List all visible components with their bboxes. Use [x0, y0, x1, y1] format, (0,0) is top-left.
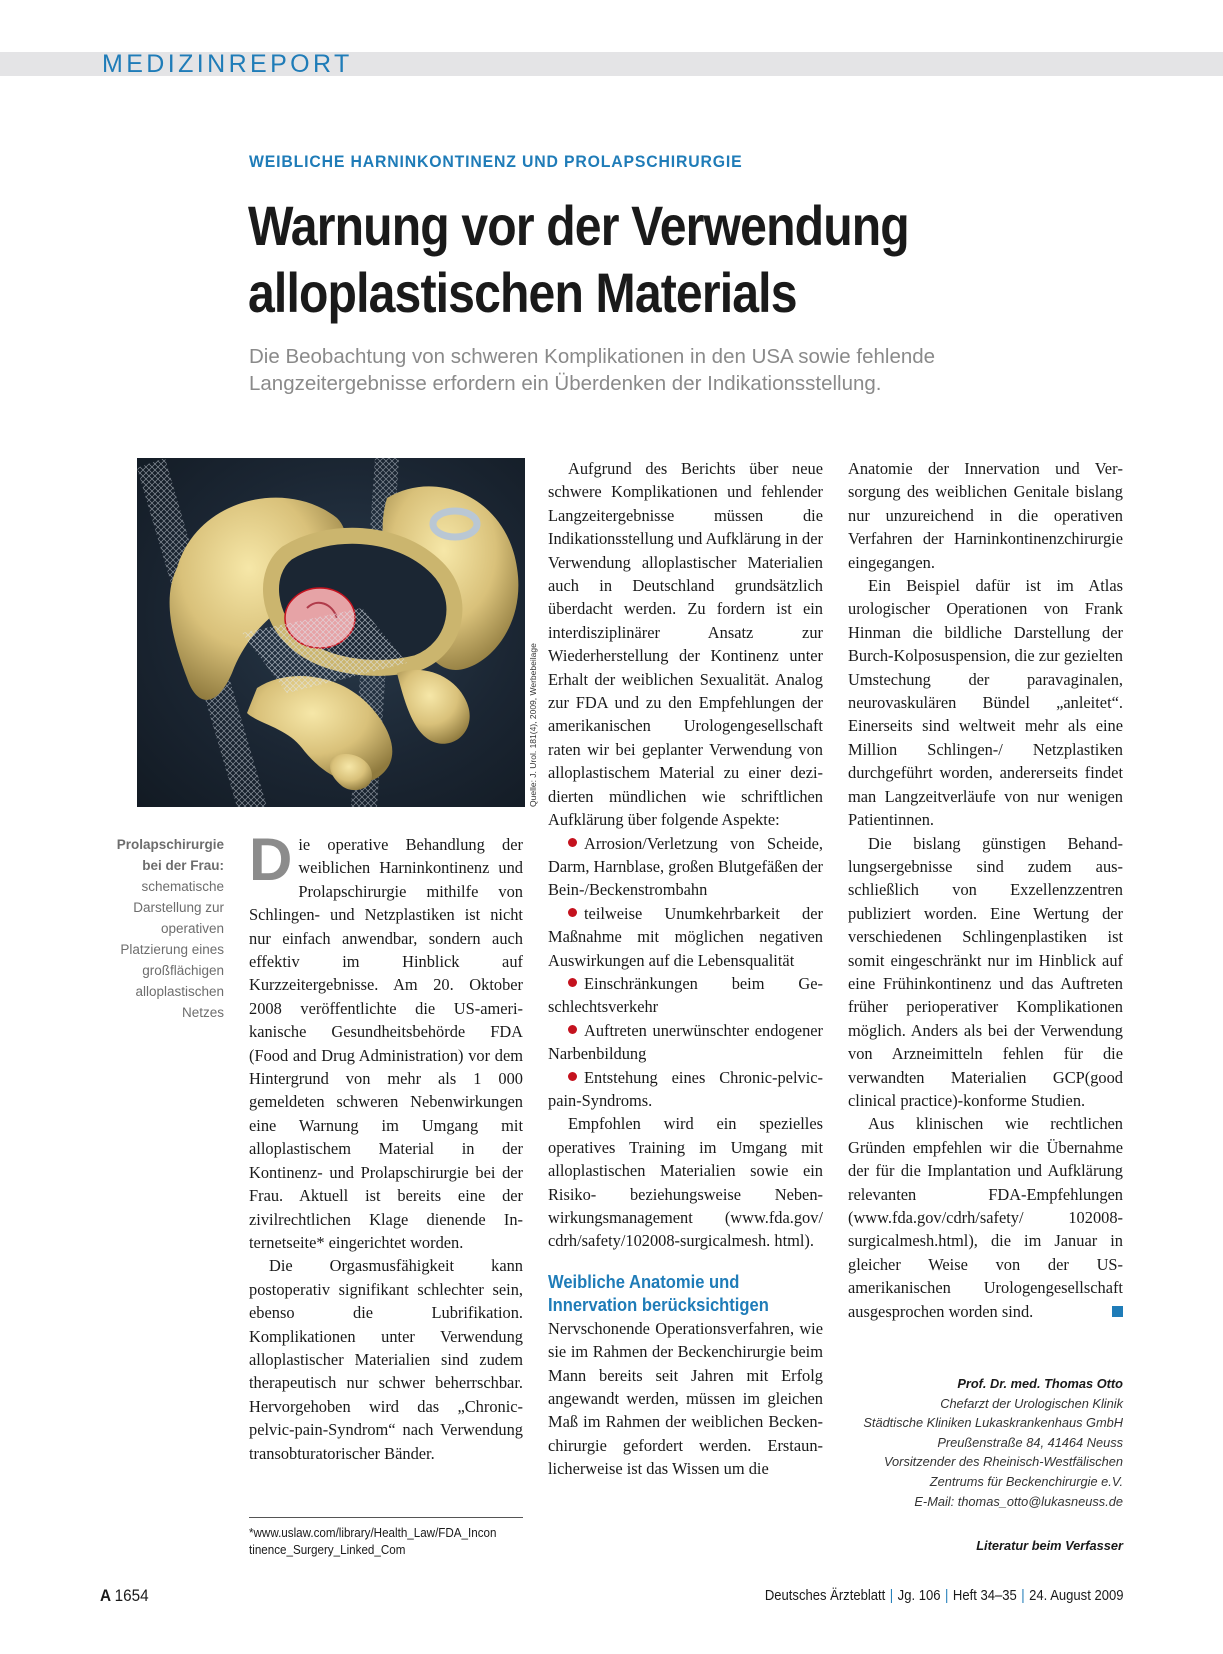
journal-footer	[764, 1588, 1123, 1604]
author-email: E-Mail: thomas_otto@lukasneuss.de	[914, 1493, 1123, 1509]
page-number-value: 1654	[114, 1586, 149, 1605]
pelvis-illustration	[137, 458, 525, 807]
author-affiliation: Zentrums für Beckenchirurgie e.V.	[929, 1473, 1123, 1489]
footer-separator: |	[944, 1588, 948, 1604]
journal-date: 24. August 2009	[1028, 1588, 1123, 1604]
pelvis-illustration-svg	[137, 458, 525, 807]
article-title	[248, 192, 909, 326]
list-item-text: Auftreten unerwünschter endogener Narbenbildung	[548, 1020, 823, 1064]
title-line: alloplastischen Materials	[248, 261, 797, 324]
footnote-line: tinence_Surgery_Linked_Com	[249, 1543, 406, 1557]
list-item	[548, 1066, 823, 1113]
literature-note: Literatur beim Verfasser	[976, 1538, 1123, 1553]
figure-caption	[96, 834, 224, 1023]
article-subtitle	[249, 343, 1069, 397]
paragraph: Die Orgasmusfähigkeit kann postoperativ signifikant schlechter sein, ebenso die Lubrifikation. Komplikationen unter Verwendung alloplastischer Materialien sind zudem therapeutisch nur schwer beherrschbar. Hervorgehoben wird das „Chronic-pelvic-pain-Syndrom“ nach Verwendung transobturatorischer Bänder.	[249, 1256, 523, 1463]
paragraph: Die bislang günstigen Behandlungsergebnisse sind zudem ausschließlich von Exzellenzzentren publiziert worden. Eine Wertung der verschiedenen Schlingenplastiken ist somit eingeschränkt nur im Hinblick auf eine Frühinkontinenz und das Auftreten früher perioperativer Komplikationen möglich. Anders als bei der Verwendung von Arzneimitteln fehlen für die verwandten Materialien GCP(good clinical practice)-konforme Studien.	[848, 833, 1123, 1110]
footnote-rule	[249, 1517, 523, 1518]
list-item	[548, 902, 823, 972]
list-item	[548, 1019, 823, 1066]
bullet-icon	[568, 978, 577, 987]
footnote-line: *www.uslaw.com/library/Health_Law/FDA_Incon	[249, 1526, 497, 1540]
pubic-bone	[397, 670, 470, 744]
author-affiliation: Chefarzt der Urologischen Klinik	[940, 1395, 1123, 1411]
author-affiliation: Städtische Kliniken Lukaskrankenhaus GmbH	[863, 1415, 1123, 1431]
subtitle-line: Die Beobachtung von schweren Komplikationen in den USA sowie fehlende	[249, 345, 936, 368]
drop-cap: D	[249, 826, 293, 893]
author-affiliation: Vorsitzender des Rheinisch-Westfälischen	[884, 1454, 1123, 1470]
page-number	[100, 1586, 149, 1606]
list-item-text: Entstehung eines Chronic-pelvic-pain-Syndroms.	[548, 1067, 823, 1110]
aspect-list	[548, 832, 823, 1113]
list-item-text: Einschränkungen beim Geschlechtsverkehr	[548, 973, 823, 1017]
subheading-line: Innervation berücksichtigen	[548, 1294, 769, 1315]
bullet-icon	[568, 1025, 577, 1034]
page-prefix: A	[100, 1586, 112, 1605]
subheading-line: Weibliche Anatomie und	[548, 1271, 740, 1292]
subtitle-line: Langzeitergebnisse erfordern ein Überdenken der Indikationsstellung.	[249, 372, 882, 395]
paragraph: Nervschonende Operationsverfahren, wie sie im Rahmen der Beckenchirurgie beim Mann bereits seit Jahren mit Erfolg angewandt werden, müssen im gleichen Maß im Rahmen der weiblichen Beckenchirurgie gefordert werden. Erstaunlicherweise ist das Wissen um die	[548, 1318, 823, 1479]
paragraph-text: Aus klinischen wie rechtlichen Gründen empfehlen wir die Übernahme der für die Implantation und Aufklärung relevanten FDA-Empfehlungen (www.fda.gov/cdrh/safety/ 102008-surgicalmesh.html), die im Januar in gleicher Weise von der US-amerikanischen Urologengesellschaft ausgesprochen worden sind.	[848, 1114, 1123, 1321]
list-item-text: Arrosion/Verletzung von Scheide, Darm, Harnblase, großen Blutgefäßen der Bein-/Beckenstrombahn	[548, 833, 823, 900]
paragraph: Ein Beispiel dafür ist im Atlas urologischer Operationen von Frank Hinman die bildliche Darstellung der Burch-Kolposuspension, die zur gezielten Umstechung der paravaginalen, neurovaskulären Bündel „anleitet“. Einerseits sind weltweit mehr als eine Million Schlingen-/ Netzplastiken durchgeführt worden, andererseits findet man Langzeitverläufe von nur wenigen Patientinnen.	[848, 576, 1123, 830]
paragraph-text: ie operative Behandlung der weiblichen Harninkontinenz und Prolapschirurgie mithilfe von Schlingen- und Netzplastiken ist nicht nur einfach anwendbar, sondern auch effektiv im Hinblick auf Kurzzeitergebnisse. Am 20. Oktober 2008 veröffentlichte die US-amerikanische Gesundheitsbehörde FDA (Food and Drug Administration) vor dem Hintergrund von mehr als 1 000 gemeldeten schweren Nebenwirkungen eine Warnung im Umgang mit alloplastischem Material in der Kontinenz- und Prolapschirurgie bei der Frau. Aktuell ist bereits eine der zivilrechtlichen Klage dienende Internetseite* eingerichtet worden.	[249, 835, 523, 1252]
paragraph	[249, 826, 523, 1254]
figure-credit: Quelle: J. Urol. 181(4), 2009, Werbebeilage	[528, 643, 538, 807]
paragraph: Empfohlen wird ein spezielles operatives Training im Umgang mit alloplastischen Materialien sowie ein Risiko- beziehungsweise Nebenwirkungsmanagement (www.fda.gov/ cdrh/safety/102008-surgicalmesh. html).	[548, 1114, 823, 1251]
journal-issue: Heft 34–35	[952, 1588, 1017, 1604]
journal-name: Deutsches Ärzteblatt	[764, 1588, 885, 1604]
author-block	[848, 1374, 1123, 1511]
end-mark-icon	[1112, 1306, 1123, 1317]
paragraph: Aufgrund des Berichts über neue schwere Komplikationen und fehlender Langzeitergebnisse müssen die Indikationsstellung und Aufklärung in der Verwendung alloplastischer Materialien auch in Deutschland grundsätzlich überdacht werden. Zu fordern ist ein interdisziplinärer Ansatz zur Wiederherstellung der Kontinenz unter Erhalt der weiblichen Sexualität. Analog zur FDA und zu den Empfehlungen der amerikanischen Urologengesellschaft raten wir bei geplanter Verwendung von alloplastischem Material zu einer dezidierten mündlichen wie schriftlichen Aufklärung über folgende Aspekte:	[548, 459, 823, 830]
author-name: Prof. Dr. med. Thomas Otto	[957, 1376, 1123, 1391]
section-label: MEDIZINREPORT	[102, 50, 353, 78]
caption-body: schematische Darstellung zur operativen Platzierung eines großflächigen alloplastischen Netzes	[120, 879, 224, 1020]
author-affiliation: Preußenstraße 84, 41464 Neuss	[937, 1434, 1123, 1450]
footnote	[249, 1525, 504, 1559]
list-item	[548, 972, 823, 1019]
footer-separator: |	[889, 1588, 893, 1604]
footer-separator: |	[1020, 1588, 1025, 1604]
article-kicker: WEIBLICHE HARNINKONTINENZ UND PROLAPSCHIRURGIE	[249, 152, 743, 171]
title-line: Warnung vor der Verwendung	[248, 194, 909, 257]
bullet-icon	[568, 1072, 577, 1081]
body-column-2	[548, 457, 823, 1481]
list-item-text: teilweise Unumkehrbarkeit der Maßnahme mit möglichen negativen Auswirkungen auf die Lebensqualität	[548, 903, 823, 970]
body-column-1	[249, 826, 523, 1465]
bullet-icon	[568, 838, 577, 847]
list-item	[548, 832, 823, 902]
journal-volume: Jg. 106	[897, 1588, 940, 1604]
body-column-3	[848, 457, 1123, 1323]
paragraph: Anatomie der Innervation und Versorgung des weiblichen Genitale bislang nur unzureichend in die operativen Verfahren der Harninkontinenzchirurgie eingegangen.	[848, 459, 1123, 572]
bullet-icon	[568, 908, 577, 917]
paragraph	[848, 1112, 1123, 1323]
caption-title: Prolapschirurgie bei der Frau:	[116, 837, 224, 873]
section-subheading	[548, 1271, 801, 1317]
